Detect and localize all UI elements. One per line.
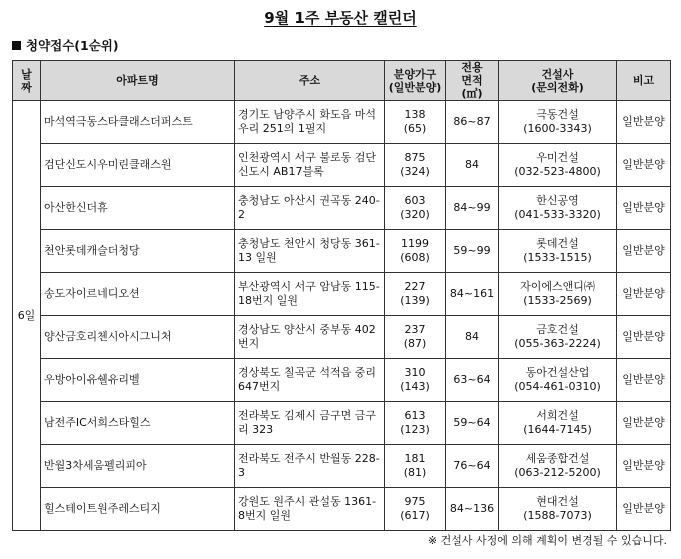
units: 138 (65) <box>385 101 446 144</box>
area: 63~64 <box>446 359 499 402</box>
section-label: 청약접수(1순위) <box>26 38 119 53</box>
header-address: 주소 <box>235 61 385 101</box>
table-row <box>13 316 671 359</box>
table-row <box>13 273 671 316</box>
area: 84~161 <box>446 273 499 316</box>
address: 전라북도 김제시 금구면 금구리 323 <box>235 402 385 445</box>
units: 603 (320) <box>385 187 446 230</box>
apartment-name: 우방아이유쉘유리벨 <box>41 359 235 402</box>
header-units: 분양가구 (일반분양) <box>385 61 446 101</box>
header-note: 비고 <box>617 61 671 101</box>
calendar-table <box>12 60 671 531</box>
builder: 동아건설산업 (054-461-0310) <box>499 359 617 402</box>
address: 충청남도 천안시 청당동 361-13 일원 <box>235 230 385 273</box>
remark: 일반분양 <box>617 359 671 402</box>
builder: 우미건설 (032-523-4800) <box>499 144 617 187</box>
address: 인천광역시 서구 불로동 검단신도시 AB17블록 <box>235 144 385 187</box>
builder: 금호건설 (055-363-2224) <box>499 316 617 359</box>
builder: 한신공영 (041-533-3320) <box>499 187 617 230</box>
remark: 일반분양 <box>617 445 671 488</box>
apartment-name: 송도자이르네디오션 <box>41 273 235 316</box>
address: 경상북도 칠곡군 석적읍 중리 647번지 <box>235 359 385 402</box>
section-heading <box>12 36 119 54</box>
units: 975 (617) <box>385 488 446 531</box>
remark: 일반분양 <box>617 273 671 316</box>
area: 86~87 <box>446 101 499 144</box>
footnote: ※ 건설사 사정에 의해 계획이 변경될 수 있습니다. <box>427 534 667 547</box>
apartment-name: 마석역극동스타클래스더퍼스트 <box>41 101 235 144</box>
builder: 자이에스앤디㈜ (1533-2569) <box>499 273 617 316</box>
header-builder: 건설사 (문의전화) <box>499 61 617 101</box>
apartment-name: 검단신도시우미린클래스원 <box>41 144 235 187</box>
header-area: 전용 면적 (㎡) <box>446 61 499 101</box>
apartment-name: 아산한신더휴 <box>41 187 235 230</box>
address: 경기도 남양주시 화도읍 마석우리 251의 1필지 <box>235 101 385 144</box>
table-row <box>13 488 671 531</box>
builder: 극동건설 (1600-3343) <box>499 101 617 144</box>
units: 181 (81) <box>385 445 446 488</box>
units: 1199 (608) <box>385 230 446 273</box>
remark: 일반분양 <box>617 488 671 531</box>
apartment-name: 남전주IC서희스타힐스 <box>41 402 235 445</box>
table-row <box>13 187 671 230</box>
builder: 세움종합건설 (063-212-5200) <box>499 445 617 488</box>
apartment-name: 반월3차세움펠리피아 <box>41 445 235 488</box>
remark: 일반분양 <box>617 144 671 187</box>
date-cell: 6일 <box>13 101 41 531</box>
address: 부산광역시 서구 암남동 115-18번지 일원 <box>235 273 385 316</box>
address: 충청남도 아산시 권곡동 240-2 <box>235 187 385 230</box>
remark: 일반분양 <box>617 101 671 144</box>
address: 경상남도 양산시 중부동 402번지 <box>235 316 385 359</box>
table-row <box>13 402 671 445</box>
apartment-name: 힐스테이트원주레스티지 <box>41 488 235 531</box>
units: 613 (123) <box>385 402 446 445</box>
builder: 서희건설 (1644-7145) <box>499 402 617 445</box>
header-date: 날짜 <box>13 61 41 101</box>
table-row <box>13 144 671 187</box>
apartment-name: 천안롯데캐슬더청당 <box>41 230 235 273</box>
header-apartment: 아파트명 <box>41 61 235 101</box>
address: 강원도 원주시 관설동 1361-8번지 일원 <box>235 488 385 531</box>
area: 59~64 <box>446 402 499 445</box>
table-row <box>13 359 671 402</box>
table-row <box>13 101 671 144</box>
remark: 일반분양 <box>617 402 671 445</box>
apartment-name: 양산금호리첸시아시그니처 <box>41 316 235 359</box>
page-title: 9월 1주 부동산 캘린더 <box>264 9 417 27</box>
remark: 일반분양 <box>617 230 671 273</box>
units: 227 (139) <box>385 273 446 316</box>
area: 84 <box>446 316 499 359</box>
units: 875 (324) <box>385 144 446 187</box>
square-bullet-icon <box>12 41 21 50</box>
address: 전라북도 전주시 반월동 228-3 <box>235 445 385 488</box>
remark: 일반분양 <box>617 187 671 230</box>
table-row <box>13 230 671 273</box>
units: 237 (87) <box>385 316 446 359</box>
area: 84 <box>446 144 499 187</box>
area: 84~136 <box>446 488 499 531</box>
units: 310 (143) <box>385 359 446 402</box>
area: 59~99 <box>446 230 499 273</box>
area: 84~99 <box>446 187 499 230</box>
remark: 일반분양 <box>617 316 671 359</box>
area: 76~64 <box>446 445 499 488</box>
table-header-row <box>13 61 671 101</box>
table-row <box>13 445 671 488</box>
builder: 롯데건설 (1533-1515) <box>499 230 617 273</box>
builder: 현대건설 (1588-7073) <box>499 488 617 531</box>
